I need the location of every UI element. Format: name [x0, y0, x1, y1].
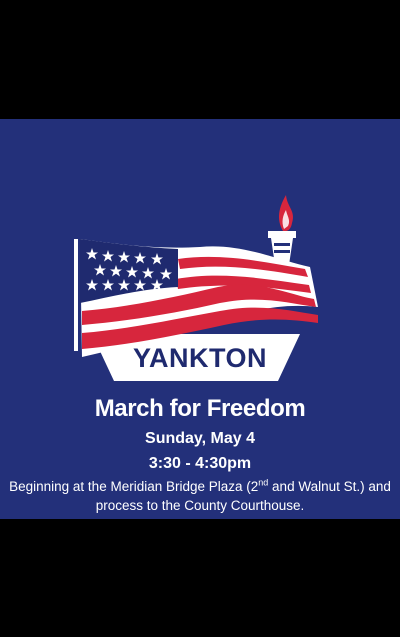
event-date: Sunday, May 4: [145, 430, 255, 447]
location-rest: and Walnut St.) and process to the County Courthouse.: [95, 479, 391, 513]
event-title: March for Freedom: [94, 395, 306, 422]
location-superscript: nd: [258, 477, 269, 488]
location-start: Beginning at the Meridian Bridge Plaza (2: [9, 479, 259, 494]
city-name: YANKTON: [132, 343, 268, 373]
torch-icon: [268, 195, 296, 265]
event-location: [4, 477, 396, 515]
event-time: 3:30 - 4:30pm: [148, 455, 252, 472]
event-poster: [0, 119, 400, 519]
